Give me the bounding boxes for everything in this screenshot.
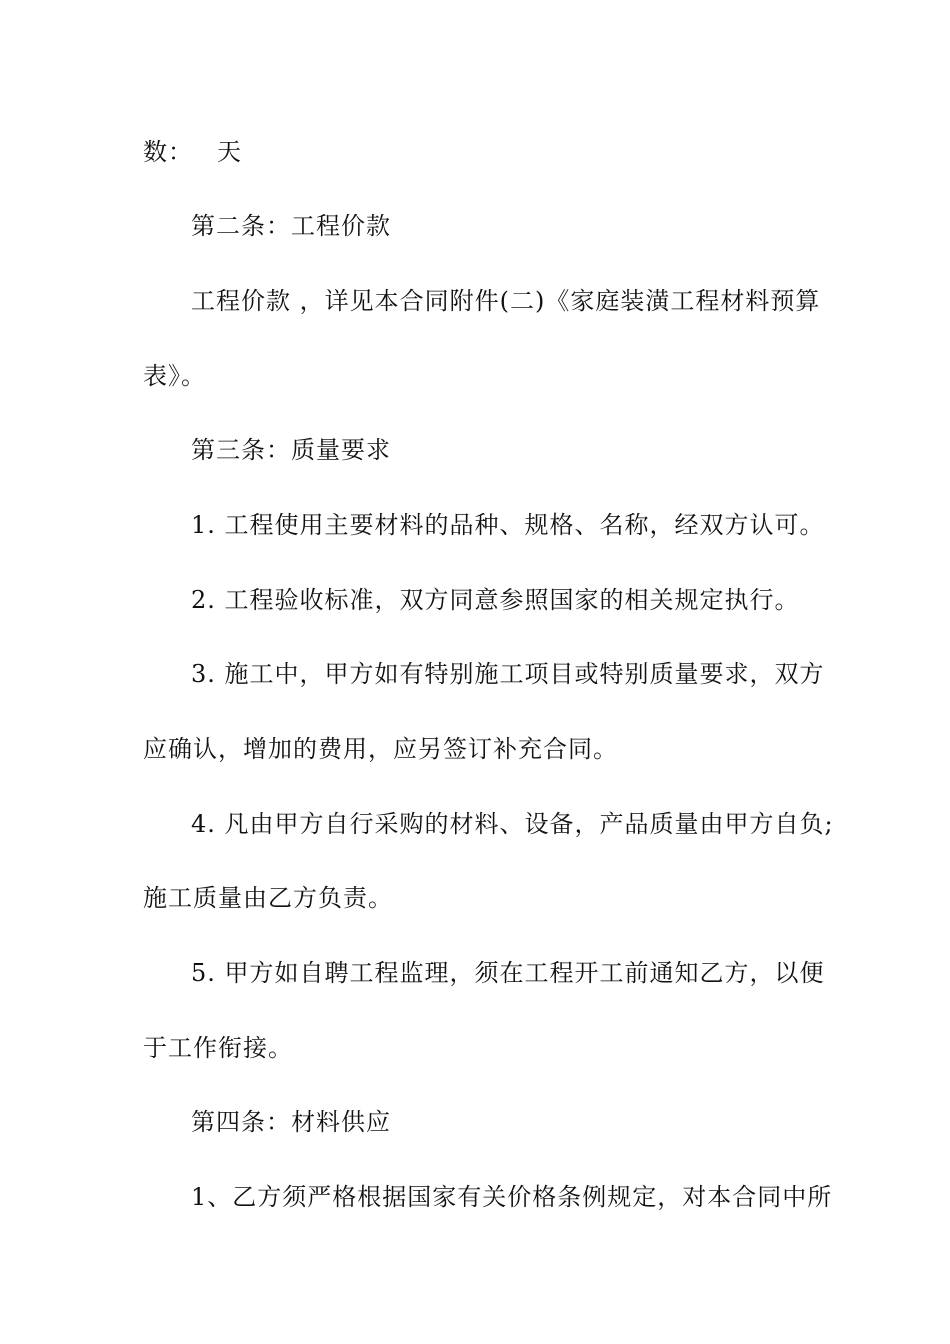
section-2-heading: 第二条：工程价款 xyxy=(191,212,391,240)
quality-item-2: 2. 工程验收标准，双方同意参照国家的相关规定执行。 xyxy=(191,586,800,614)
quality-item-4-line-2: 施工质量由乙方负责。 xyxy=(143,884,393,912)
section-3-heading: 第三条：质量要求 xyxy=(191,436,391,464)
quality-item-1: 1. 工程使用主要材料的品种、规格、名称，经双方认可。 xyxy=(191,511,825,539)
quality-item-5-line-1: 5. 甲方如自聘工程监理，须在工程开工前通知乙方，以便 xyxy=(191,959,825,987)
supply-item-1-line-1: 1、乙方须严格根据国家有关价格条例规定，对本合同中所 xyxy=(191,1183,833,1211)
section-4-heading: 第四条：材料供应 xyxy=(191,1108,391,1136)
duration-unit: 天 xyxy=(217,138,242,166)
quality-item-5-line-2: 于工作衔接。 xyxy=(143,1034,293,1062)
quality-item-3-line-2: 应确认，增加的费用，应另签订补充合同。 xyxy=(143,735,618,763)
quality-item-4-line-1: 4. 凡由甲方自行采购的材料、设备，产品质量由甲方自负; xyxy=(191,810,834,838)
price-paragraph-line-2: 表》。 xyxy=(143,362,206,390)
duration-line xyxy=(143,137,242,167)
price-paragraph-line-1: 工程价款 ，详见本合同附件(二)《家庭装潢工程材料预算 xyxy=(191,287,821,315)
duration-label: 数： xyxy=(143,138,193,166)
quality-item-3-line-1: 3. 施工中，甲方如有特别施工项目或特别质量要求，双方 xyxy=(191,660,825,688)
